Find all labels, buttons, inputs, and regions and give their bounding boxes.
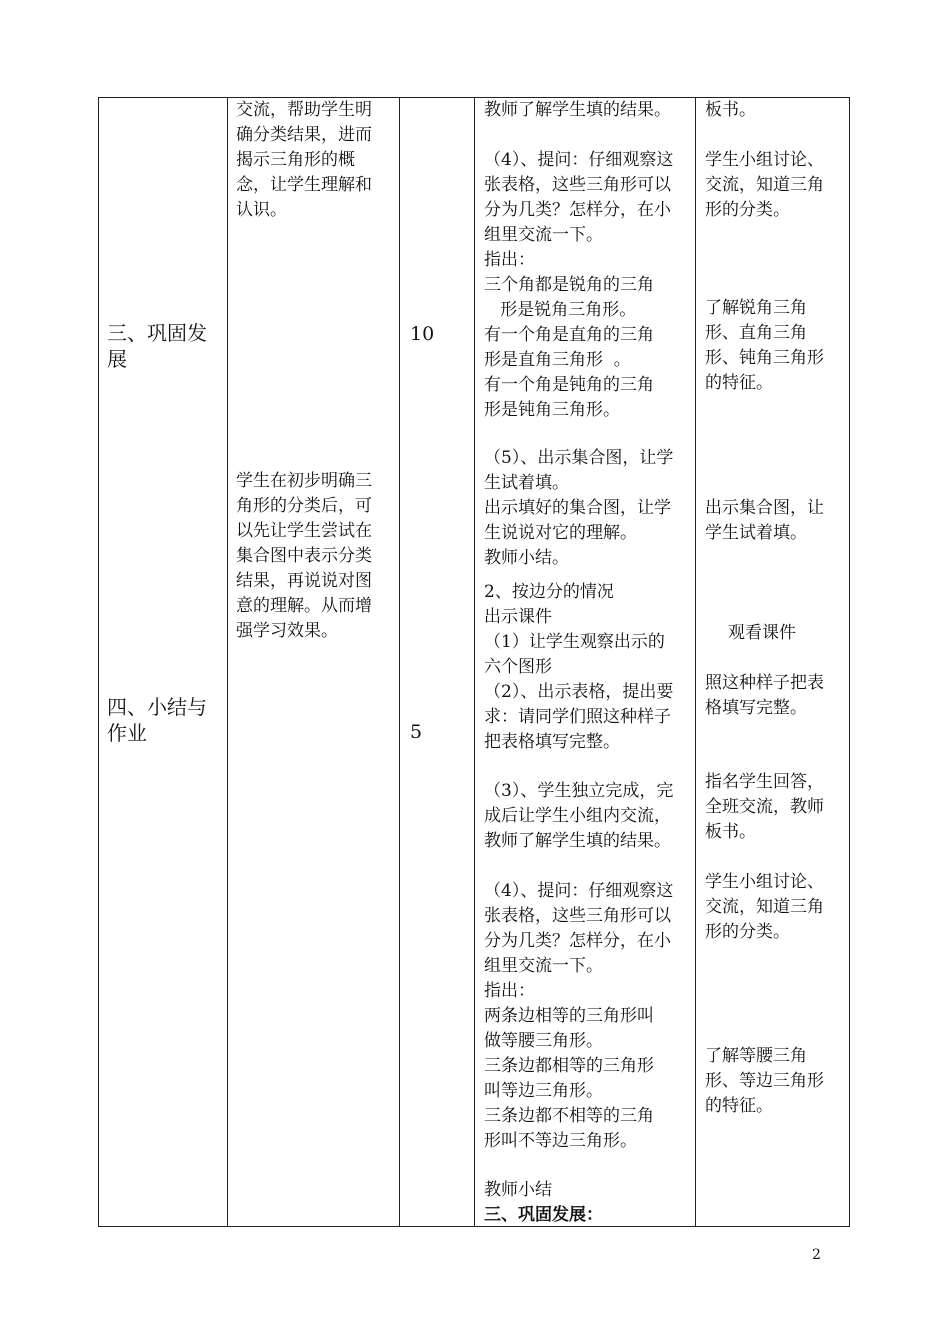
text-line: 以先让学生尝试在 [236, 521, 372, 541]
text-line: 做等腰三角形。 [484, 1031, 603, 1051]
teacher-activity [484, 446, 673, 571]
text-line: 出示课件 [484, 607, 552, 627]
design-intent [236, 469, 372, 644]
text-line: 学生试着填。 [705, 523, 807, 543]
text-line: 组里交流一下。 [484, 225, 603, 245]
text-line: （4）、提问：仔细观察这 [484, 150, 674, 170]
text-line: 形的分类。 [705, 200, 790, 220]
text-line: 交流，帮助学生明 [236, 100, 372, 120]
text-line: 学生小组讨论、 [705, 872, 824, 892]
text-line: 生说说对它的理解。 [484, 523, 637, 543]
text-line: 叫等边三角形。 [484, 1081, 603, 1101]
text-line: 的特征。 [705, 1096, 773, 1116]
text-line: 集合图中表示分类 [236, 546, 372, 566]
teacher-activity [484, 1178, 603, 1228]
text-line: 形、直角三角 [705, 323, 807, 343]
text-line: 张表格，这些三角形可以 [484, 175, 671, 195]
student-activity [705, 296, 824, 396]
text-line: 分为几类？怎样分，在小 [484, 200, 671, 220]
student-activity [705, 870, 824, 945]
text-line: （1）让学生观察出示的 [484, 632, 665, 652]
text-line: 两条边相等的三角形叫 [484, 1006, 654, 1026]
text-line: 交流，知道三角 [705, 897, 824, 917]
teacher-activity [484, 779, 673, 854]
stage-line: 展 [107, 347, 127, 371]
text-line: 揭示三角形的概 [236, 150, 355, 170]
text-line: 教师了解学生填的结果。 [484, 100, 671, 120]
minutes-value: 10 [410, 323, 435, 345]
student-activity [705, 98, 756, 123]
teacher-activity [484, 580, 673, 755]
text-line: 角形的分类后，可 [236, 496, 372, 516]
teacher-activity [484, 148, 673, 423]
text-line: 照这种样子把表 [705, 673, 824, 693]
stage-line: 四、小结与 [107, 695, 207, 719]
teacher-activity [484, 98, 671, 123]
text-line: 组里交流一下。 [484, 956, 603, 976]
text-line: 了解锐角三角 [705, 298, 807, 318]
page-number: 2 [812, 1247, 821, 1263]
minutes-value: 5 [410, 721, 423, 743]
text-line: 求：请同学们照这种样子 [484, 707, 671, 727]
text-line: 的特征。 [705, 373, 773, 393]
text-line: 有一个角是钝角的三角 [484, 375, 654, 395]
text-line: 三条边都不相等的三角 [484, 1106, 654, 1126]
column-divider [227, 97, 228, 1227]
text-line: 有一个角是直角的三角 [484, 325, 654, 345]
text-line: 交流，知道三角 [705, 175, 824, 195]
text-line: 念，让学生理解和 [236, 175, 372, 195]
section-heading: 三、巩固发展： [484, 1205, 603, 1225]
teacher-activity [484, 879, 673, 1154]
text-line: 教师小结。 [484, 548, 569, 568]
student-activity [705, 496, 824, 546]
text-line: 出示填好的集合图，让学 [484, 498, 671, 518]
text-line: 认识。 [236, 200, 287, 220]
student-activity [705, 671, 824, 721]
text-line: 张表格，这些三角形可以 [484, 906, 671, 926]
column-divider [695, 97, 696, 1227]
student-activity [705, 148, 824, 223]
text-line: （2）、出示表格，提出要 [484, 682, 674, 702]
text-line: 结果，再说说对图 [236, 571, 372, 591]
text-line: 形叫不等边三角形。 [484, 1131, 637, 1151]
text-line: 六个图形 [484, 657, 552, 677]
text-line: 出示集合图，让 [705, 498, 824, 518]
text-line: （4）、提问：仔细观察这 [484, 881, 674, 901]
text-line: 分为几类？怎样分，在小 [484, 931, 671, 951]
student-activity [705, 770, 824, 845]
student-activity [705, 1044, 824, 1119]
text-line: 把表格填写完整。 [484, 732, 620, 752]
text-line: 格填写完整。 [705, 698, 807, 718]
text-line: 指出： [484, 981, 535, 1001]
text-line: 三条边都相等的三角形 [484, 1056, 654, 1076]
text-line: （3）、学生独立完成，完 [484, 781, 674, 801]
text-line: 指出： [484, 250, 535, 270]
text-line: 板书。 [705, 822, 756, 842]
text-line: 学生小组讨论、 [705, 150, 824, 170]
text-line: 形、等边三角形 [705, 1071, 824, 1091]
column-divider [474, 97, 475, 1227]
column-divider [399, 97, 400, 1227]
text-line: 了解等腰三角 [705, 1046, 807, 1066]
text-line: 观看课件 [728, 623, 796, 643]
text-line: 2、按边分的情况 [484, 582, 614, 602]
text-line: 确分类结果，进而 [236, 125, 372, 145]
stage-line: 作业 [107, 721, 147, 745]
text-line: 强学习效果。 [236, 621, 338, 641]
text-line: 三个角都是锐角的三角 [484, 275, 654, 295]
text-line: 板书。 [705, 100, 756, 120]
stage-label [107, 694, 207, 746]
design-intent [236, 98, 372, 223]
text-line: 形是锐角三角形。 [484, 300, 637, 320]
text-line: 教师了解学生填的结果。 [484, 831, 671, 851]
text-line: 形、钝角三角形 [705, 348, 824, 368]
text-line: 形的分类。 [705, 922, 790, 942]
text-line: 意的理解。从而增 [236, 596, 372, 616]
text-line: 形是钝角三角形。 [484, 400, 620, 420]
student-activity [728, 621, 796, 646]
text-line: （5）、出示集合图，让学 [484, 448, 674, 468]
text-line: 教师小结 [484, 1180, 552, 1200]
stage-line: 三、巩固发 [107, 321, 207, 345]
text-line: 指名学生回答， [705, 772, 824, 792]
text-line: 成后让学生小组内交流， [484, 806, 671, 826]
text-line: 学生在初步明确三 [236, 471, 372, 491]
text-line: 生试着填。 [484, 473, 569, 493]
stage-label [107, 320, 207, 372]
text-line: 全班交流，教师 [705, 797, 824, 817]
text-line: 形是直角三角形 。 [484, 350, 631, 370]
